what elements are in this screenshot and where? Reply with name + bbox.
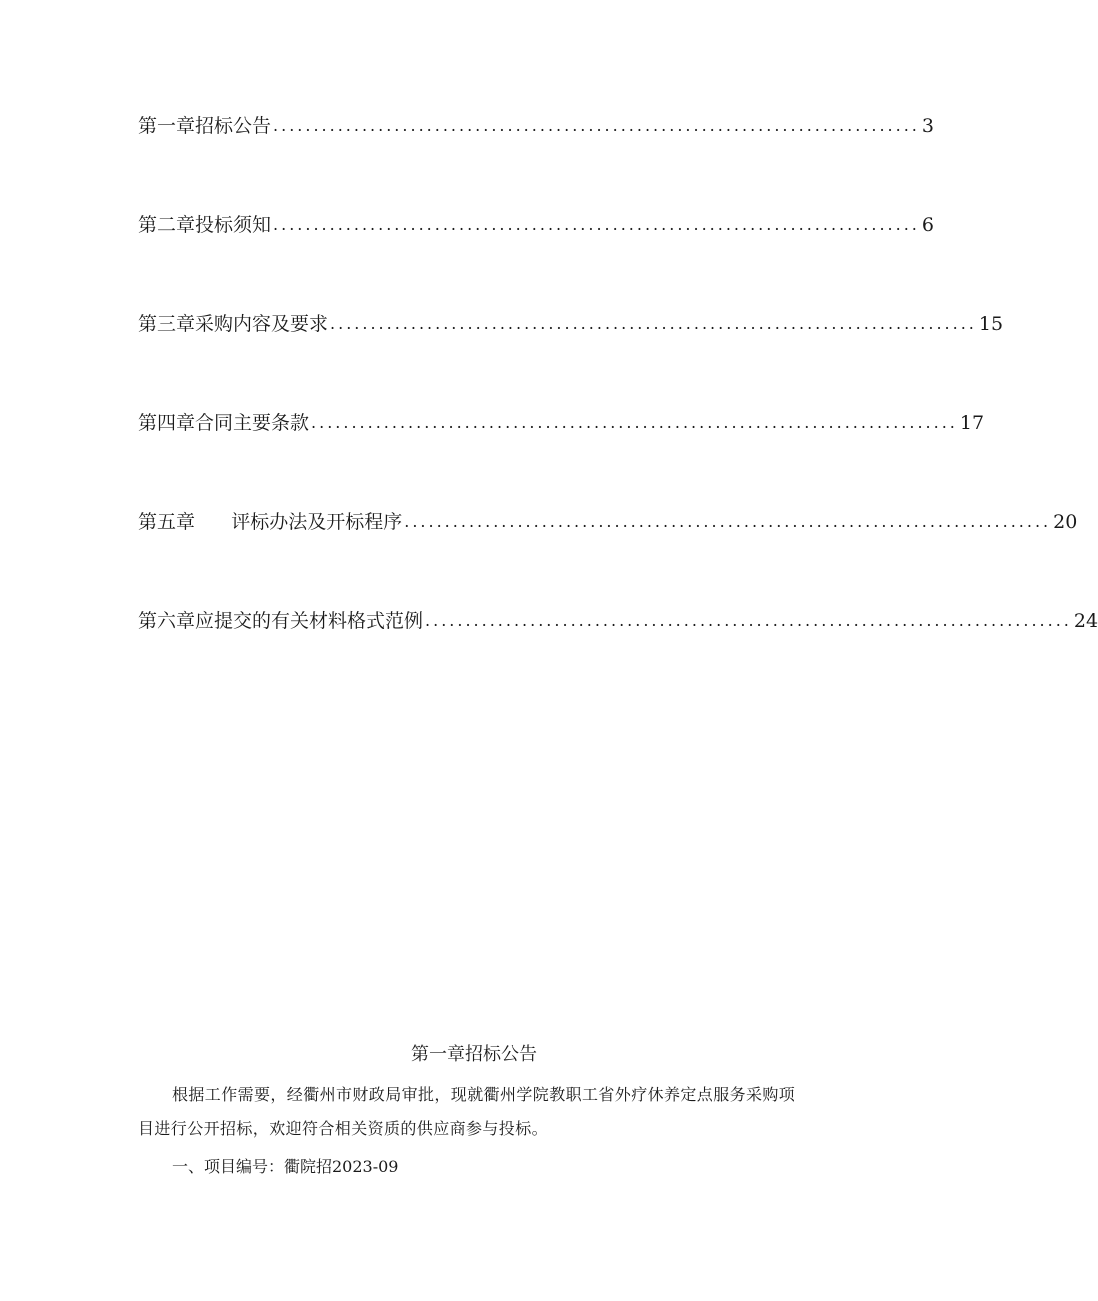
toc-entry-title: 第五章 评标办法及开标程序 [138, 511, 403, 533]
toc-entry-title: 第一章招标公告 [138, 115, 272, 137]
toc-entry-page: 3 [921, 115, 934, 137]
toc-leader-dots: ................................................................................ [311, 413, 958, 432]
toc-entry-title: 第三章采购内容及要求 [138, 313, 329, 335]
toc-leader-dots: ................................................................................ [404, 512, 1052, 531]
toc-entry-chapter-6[interactable] [138, 605, 1098, 637]
intro-paragraph: 根据工作需要，经衢州市财政局审批，现就衢州学院教职工省外疗休养定点服务采购项目进行公开招标，欢迎符合相关资质的供应商参与投标。 [138, 1085, 796, 1138]
toc-entry-title: 第四章合同主要条款 [138, 412, 310, 434]
toc-entry-chapter-2[interactable] [138, 209, 934, 241]
chapter-1-section [138, 1040, 810, 1184]
table-of-contents [138, 110, 1098, 704]
toc-entry-chapter-4[interactable] [138, 407, 985, 439]
toc-entry-chapter-3[interactable] [138, 308, 1004, 340]
toc-entry-title: 第六章应提交的有关材料格式范例 [138, 610, 424, 632]
toc-entry-page: 24 [1073, 610, 1098, 632]
toc-entry-chapter-5[interactable] [138, 506, 1078, 538]
project-number-item: 一、项目编号：衢院招2023-09 [172, 1157, 399, 1176]
toc-entry-page: 15 [978, 313, 1004, 335]
toc-entry-page: 17 [959, 412, 985, 434]
toc-leader-dots: ................................................................................ [273, 215, 920, 234]
toc-leader-dots: ................................................................................ [273, 116, 920, 135]
toc-entry-chapter-1[interactable] [138, 110, 934, 142]
toc-entry-title: 第二章投标须知 [138, 214, 272, 236]
toc-leader-dots: ................................................................................ [425, 611, 1072, 630]
section-heading: 第一章招标公告 [411, 1044, 537, 1065]
toc-entry-page: 6 [921, 214, 934, 236]
toc-entry-page: 20 [1053, 511, 1078, 533]
toc-leader-dots: ................................................................................ [330, 314, 977, 333]
